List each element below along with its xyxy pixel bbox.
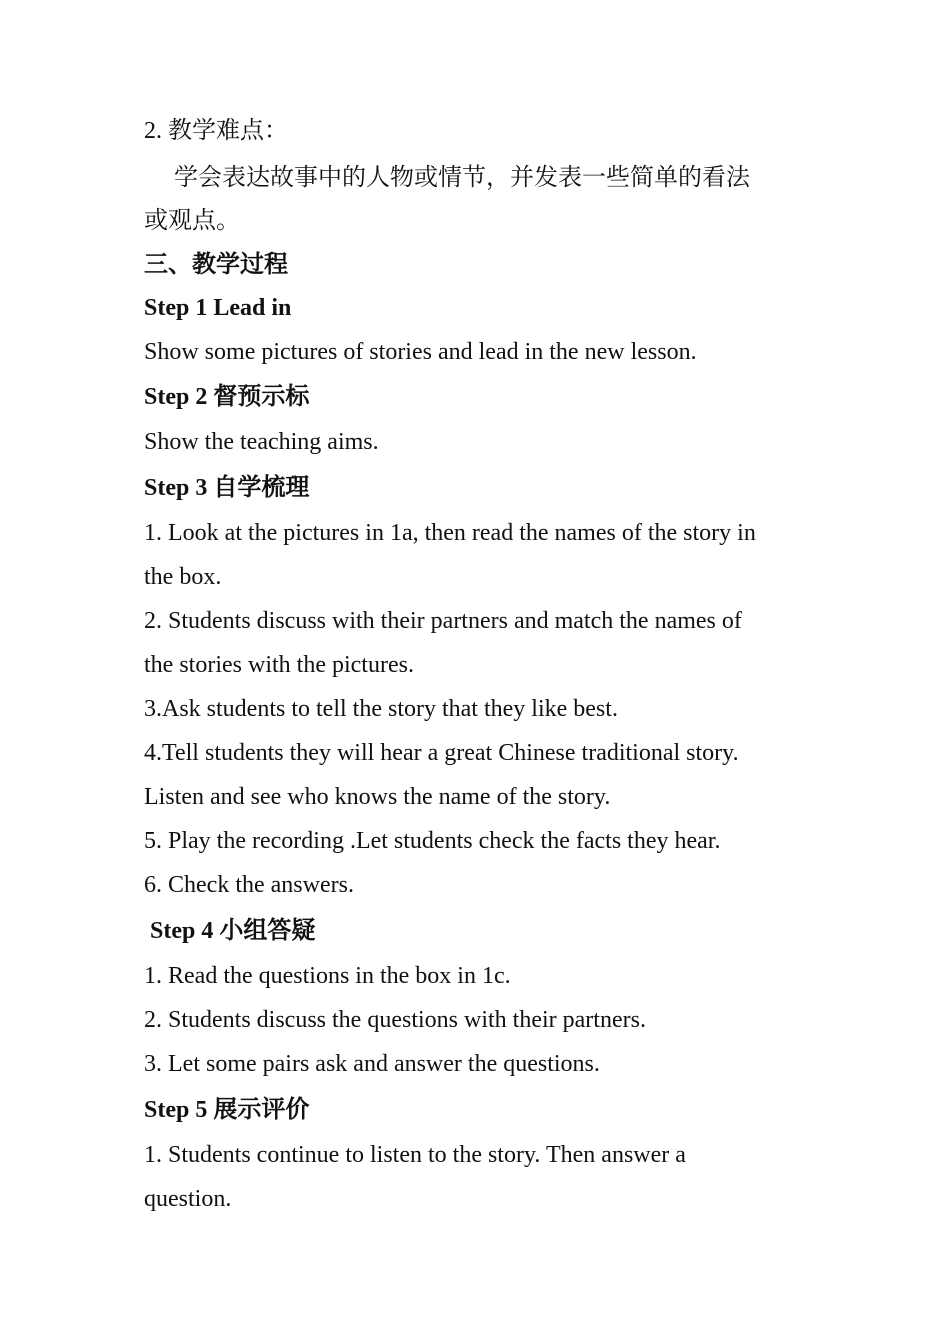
process-heading: 三、教学过程 [144, 252, 288, 278]
step2-title: Step 2 督预示标 [144, 384, 310, 410]
difficulty-heading: 2. 教学难点： [144, 118, 288, 144]
step3-line: 6. Check the answers. [144, 872, 354, 898]
step4-title: Step 4 小组答疑 [150, 918, 316, 944]
step5-line: 1. Students continue to listen to the story. Then answer a [144, 1142, 686, 1168]
step2-text: Show the teaching aims. [144, 429, 379, 455]
step5-line: question. [144, 1186, 232, 1212]
step4-line: 3. Let some pairs ask and answer the questions. [144, 1051, 600, 1077]
step3-line: the box. [144, 564, 222, 590]
step3-line: Listen and see who knows the name of the story. [144, 784, 611, 810]
step3-line: 3.Ask students to tell the story that they like best. [144, 696, 618, 722]
step4-line: 1. Read the questions in the box in 1c. [144, 963, 511, 989]
step4-line: 2. Students discuss the questions with their partners. [144, 1007, 646, 1033]
step3-line: the stories with the pictures. [144, 652, 414, 678]
step1-text: Show some pictures of stories and lead in the new lesson. [144, 339, 697, 365]
difficulty-text-line-1: 学会表达故事中的人物或情节，并发表一些简单的看法 [174, 165, 750, 191]
step3-title: Step 3 自学梳理 [144, 475, 310, 501]
step3-line: 2. Students discuss with their partners and match the names of [144, 608, 742, 634]
step3-line: 4.Tell students they will hear a great Chinese traditional story. [144, 740, 739, 766]
step5-title: Step 5 展示评价 [144, 1097, 310, 1123]
difficulty-text-line-2: 或观点。 [144, 208, 240, 234]
step3-line: 1. Look at the pictures in 1a, then read the names of the story in [144, 520, 756, 546]
step1-title: Step 1 Lead in [144, 295, 292, 321]
step3-line: 5. Play the recording .Let students check the facts they hear. [144, 828, 721, 854]
